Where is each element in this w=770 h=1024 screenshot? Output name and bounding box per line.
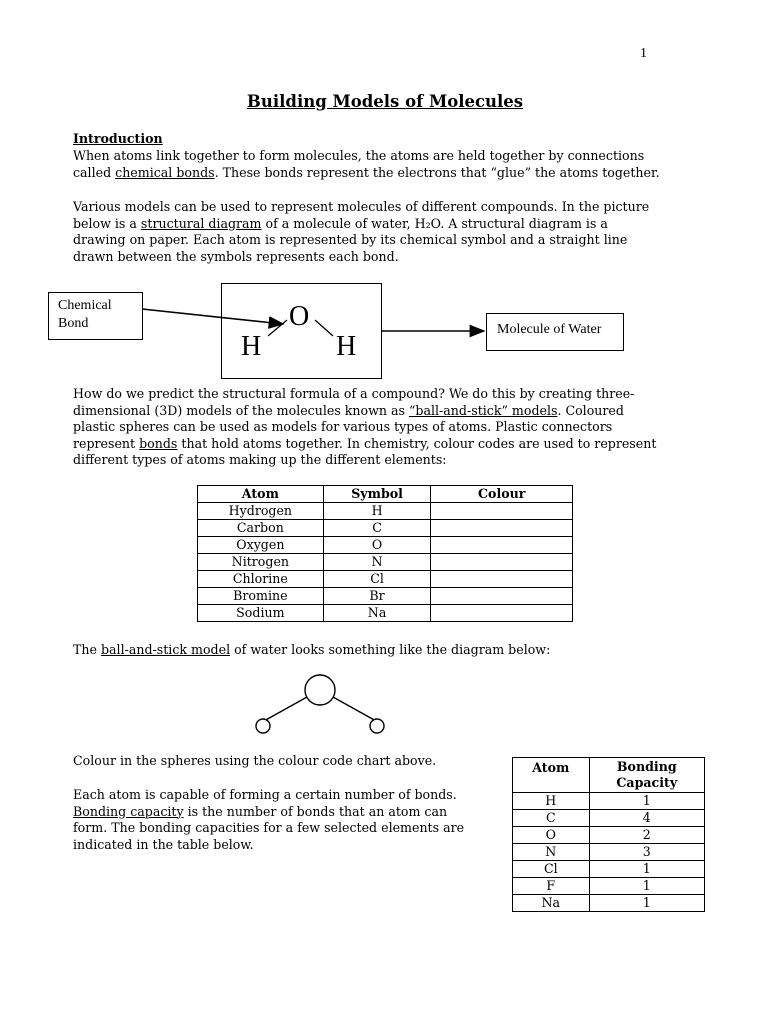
text-line: represent bonds that hold atoms together. In chemistry, colour codes are used to represent xyxy=(73,435,657,451)
term-structural-diagram: structural diagram xyxy=(140,215,262,231)
molecule-of-water-label-box xyxy=(486,313,624,351)
ball-and-stick-water-model xyxy=(250,670,390,740)
text-line: form. The bonding capacities for a few selected elements are xyxy=(73,820,465,836)
text-line: drawn between the symbols represents each bond. xyxy=(73,248,399,264)
capacity-cell: 1 xyxy=(589,895,704,912)
symbol-cell: C xyxy=(323,520,431,537)
colour-cell[interactable] xyxy=(431,571,573,588)
diagram-connectors xyxy=(0,0,770,420)
text-line: Various models can be used to represent molecules of different compounds. In the picture xyxy=(73,199,650,214)
hydrogen-symbol-right: H xyxy=(336,331,357,362)
hydrogen-sphere-left[interactable] xyxy=(256,719,270,733)
table-row xyxy=(513,844,705,861)
page-number: 1 xyxy=(640,46,647,61)
molecule-of-water-label: Molecule of Water xyxy=(497,322,602,337)
text-line: different types of atoms making up the different elements: xyxy=(73,452,447,468)
stick-right xyxy=(333,697,376,721)
oxygen-sphere[interactable] xyxy=(305,675,335,705)
term-chemical-bonds: chemical bonds xyxy=(115,164,215,180)
colour-cell[interactable] xyxy=(431,520,573,537)
hydrogen-symbol-left: H xyxy=(241,331,262,362)
capacity-cell: 1 xyxy=(589,878,704,895)
atom-cell: Sodium xyxy=(198,605,324,622)
table-row xyxy=(513,793,705,810)
section-heading-introduction: Introduction xyxy=(73,131,163,146)
term-ball-and-stick-model: ball-and-stick model xyxy=(100,642,231,657)
hydrogen-sphere-right[interactable] xyxy=(370,719,384,733)
atom-cell: Oxygen xyxy=(198,537,324,554)
text-line: dimensional (3D) models of the molecules known as “ball-and-stick” models. Coloured xyxy=(73,402,624,418)
table-row xyxy=(513,895,705,912)
atom-cell: Chlorine xyxy=(198,571,324,588)
colour-cell[interactable] xyxy=(431,588,573,605)
table-row xyxy=(198,537,573,554)
header-atom: Atom xyxy=(513,758,590,793)
ball-stick-model-line: The ball-and-stick model of water looks something like the diagram below: xyxy=(73,642,551,657)
atom-cell: C xyxy=(513,810,590,827)
table-row xyxy=(198,605,573,622)
chemical-bond-label-line: Chemical xyxy=(58,298,112,313)
bond-line-right xyxy=(315,320,333,336)
atom-cell: Cl xyxy=(513,861,590,878)
page-title: Building Models of Molecules xyxy=(246,92,524,111)
chemical-bond-label-line: Bond xyxy=(58,316,89,331)
bonding-capacity-table xyxy=(512,757,705,912)
capacity-cell: 3 xyxy=(589,844,704,861)
atom-cell: Carbon xyxy=(198,520,324,537)
symbol-cell: H xyxy=(323,503,431,520)
ball-stick-paragraph xyxy=(73,386,656,469)
atom-cell: F xyxy=(513,878,590,895)
text-line: called chemical bonds. These bonds represent the electrons that “glue” the atoms together. xyxy=(73,164,660,180)
colour-code-table xyxy=(197,485,573,622)
colour-cell[interactable] xyxy=(431,605,573,622)
stick-left xyxy=(264,697,307,721)
symbol-cell: N xyxy=(323,554,431,571)
header-colour: Colour xyxy=(431,486,573,503)
atom-cell: H xyxy=(513,793,590,810)
symbol-cell: Na xyxy=(323,605,431,622)
atom-cell: O xyxy=(513,827,590,844)
table-row xyxy=(198,571,573,588)
table-row xyxy=(513,878,705,895)
colour-cell[interactable] xyxy=(431,554,573,571)
header-symbol: Symbol xyxy=(323,486,431,503)
text-line: When atoms link together to form molecules, the atoms are held together by connections xyxy=(73,148,645,163)
bond-pointer-arrow xyxy=(142,309,283,324)
table-header-row xyxy=(198,486,573,503)
text-line: How do we predict the structural formula of a compound? We do this by creating three- xyxy=(73,386,635,401)
capacity-cell: 1 xyxy=(589,793,704,810)
colour-cell[interactable] xyxy=(431,503,573,520)
table-row xyxy=(513,861,705,878)
term-bonding-capacity: Bonding capacity xyxy=(73,803,184,819)
text-line: Each atom is capable of forming a certain number of bonds. xyxy=(73,787,457,802)
table-row xyxy=(513,810,705,827)
symbol-cell: Cl xyxy=(323,571,431,588)
capacity-cell: 4 xyxy=(589,810,704,827)
atom-cell: N xyxy=(513,844,590,861)
symbol-cell: O xyxy=(323,537,431,554)
text-line: plastic spheres can be used as models for various types of atoms. Plastic connectors xyxy=(73,419,613,435)
colour-cell[interactable] xyxy=(431,537,573,554)
capacity-cell: 1 xyxy=(589,861,704,878)
oxygen-symbol: O xyxy=(289,301,310,332)
text-line: indicated in the table below. xyxy=(73,836,254,852)
header-atom: Atom xyxy=(198,486,324,503)
symbol-cell: Br xyxy=(323,588,431,605)
term-ball-and-stick-models: “ball-and-stick” models xyxy=(408,402,558,418)
table-row xyxy=(198,588,573,605)
term-bonds: bonds xyxy=(139,435,178,451)
table-row xyxy=(198,520,573,537)
atom-cell: Nitrogen xyxy=(198,554,324,571)
capacity-cell: 2 xyxy=(589,827,704,844)
text-line: drawing on paper. Each atom is represented by its chemical symbol and a straight line xyxy=(73,232,628,248)
table-header-row xyxy=(513,758,705,793)
atom-cell: Na xyxy=(513,895,590,912)
atom-cell: Hydrogen xyxy=(198,503,324,520)
header-bonding-capacity: Bonding Capacity xyxy=(589,758,704,793)
table-row xyxy=(198,554,573,571)
text-line: Bonding capacity is the number of bonds that an atom can xyxy=(73,803,448,819)
atom-cell: Bromine xyxy=(198,588,324,605)
table-row xyxy=(198,503,573,520)
bonding-capacity-paragraph xyxy=(73,787,464,853)
colour-instruction: Colour in the spheres using the colour code chart above. xyxy=(73,753,437,768)
table-row xyxy=(513,827,705,844)
text-line: below is a structural diagram of a molecule of water, H₂O. A structural diagram is a xyxy=(73,215,608,231)
